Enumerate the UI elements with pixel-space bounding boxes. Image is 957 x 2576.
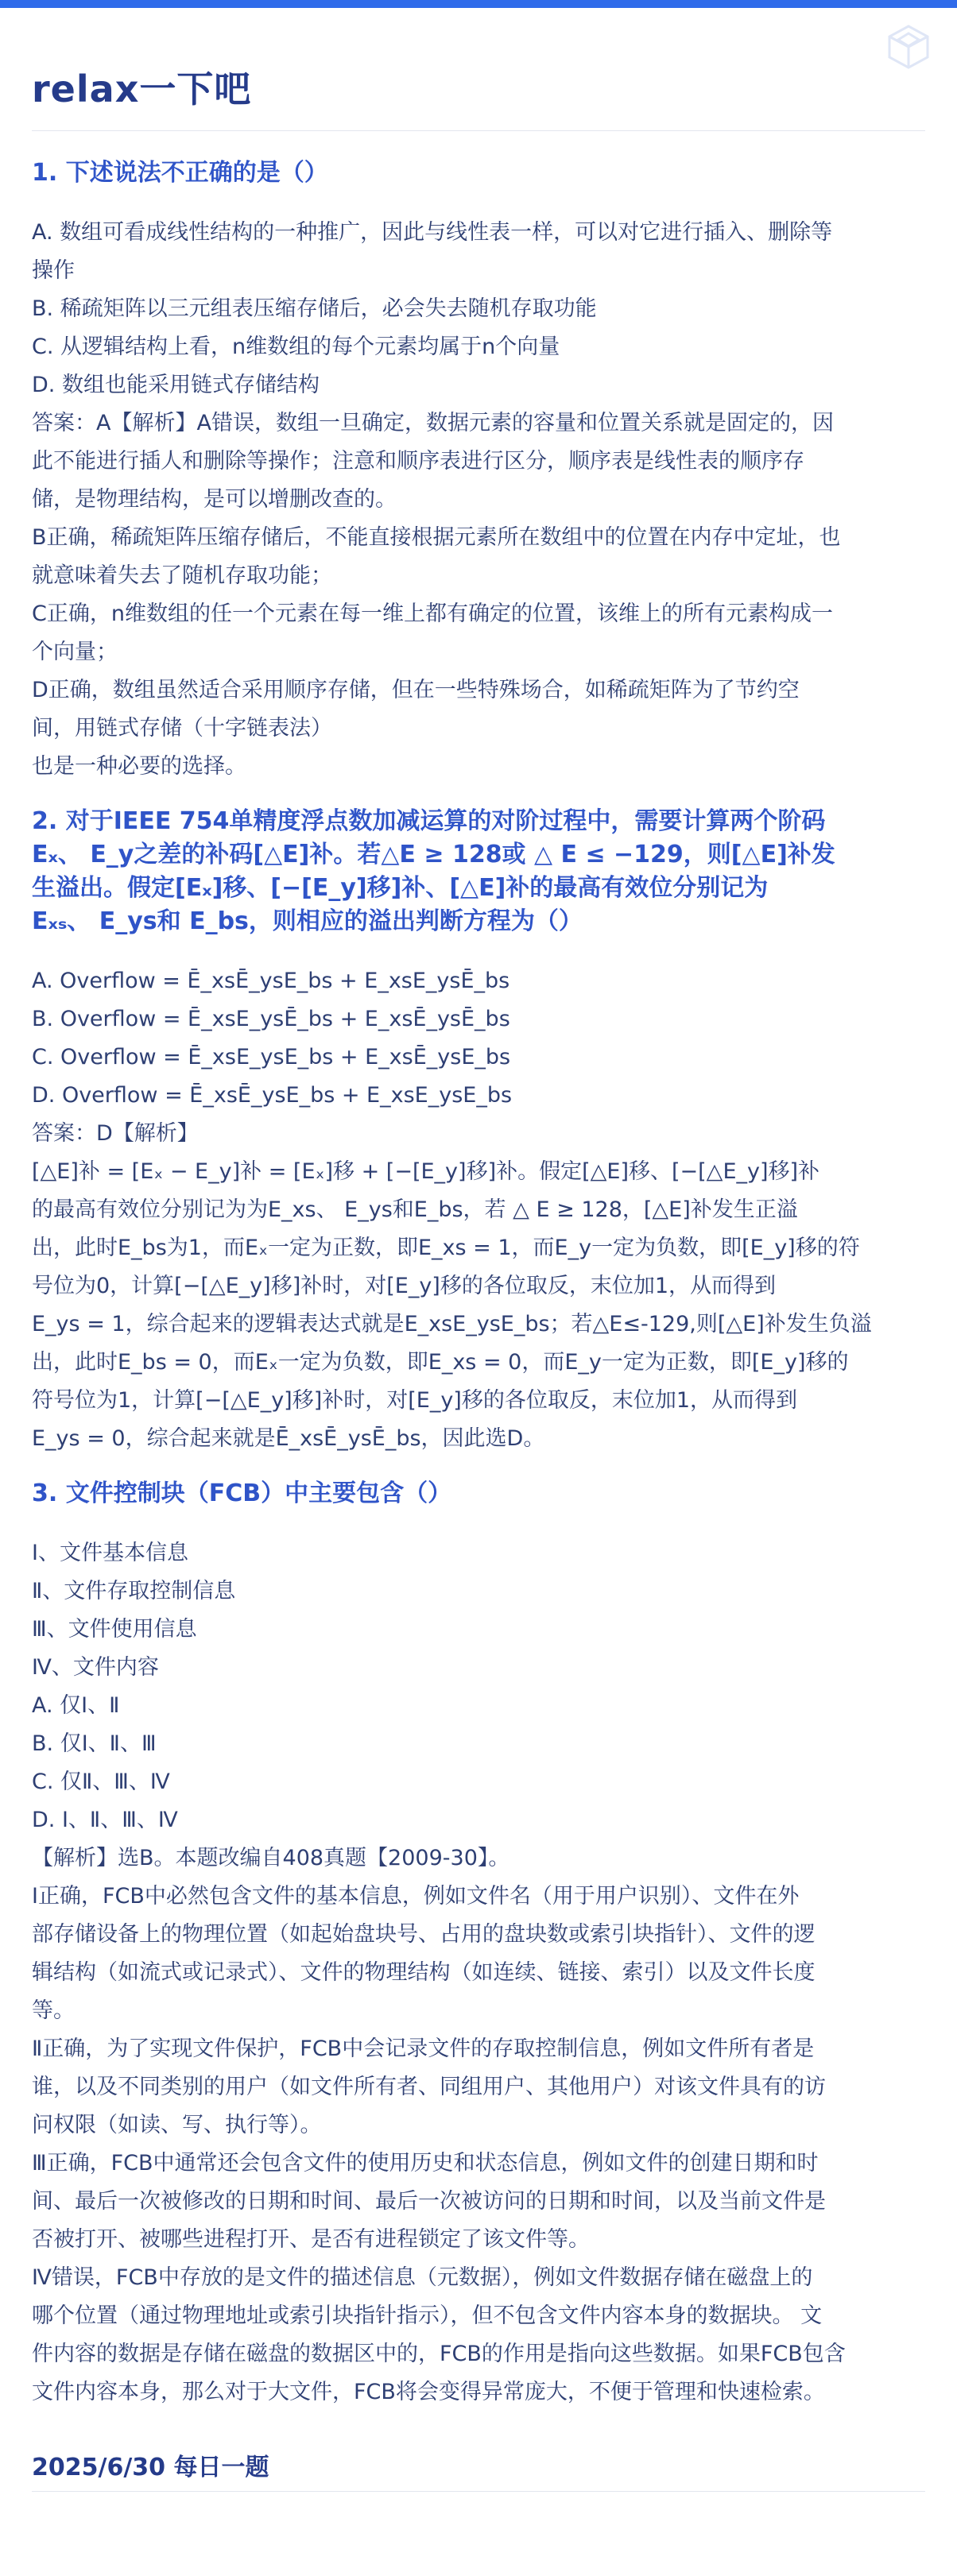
question-1 bbox=[32, 157, 925, 786]
question-1-line: B. 稀疏矩阵以三元组表压缩存储后，必会失去随机存取功能 bbox=[32, 296, 597, 321]
question-2-title-line: Eₓ、 E_y之差的补码[△E]补。若△E ≥ 128或 △ E ≤ −129，则[△E]补发 bbox=[32, 841, 835, 868]
question-1-body bbox=[32, 214, 925, 786]
question-3-title: 3. 文件控制块（FCB）中主要包含（） bbox=[32, 1479, 452, 1507]
question-1-line: 储，是物理结构，是可以增删改查的。 bbox=[32, 487, 397, 512]
option-d: D. Overflow = Ē_xsĒ_ysE_bs + E_xsE_ysE_bs bbox=[32, 1083, 513, 1108]
footer-divider bbox=[32, 2491, 925, 2492]
question-3-line: Ⅱ、文件存取控制信息 bbox=[32, 1579, 236, 1603]
question-2-answer-line: 的最高有效位分别记为为E_xs、 E_ys和E_bs，若 △ E ≥ 128，[△E]补发生正溢 bbox=[32, 1197, 798, 1222]
question-2-answer-line: E_ys = 1，综合起来的逻辑表达式就是E_xsE_ysE_bs；若△E≤-129,则[△E]补发生负溢 bbox=[32, 1312, 872, 1336]
question-1-line: 此不能进行插人和删除等操作；注意和顺序表进行区分，顺序表是线性表的顺序存 bbox=[32, 449, 804, 474]
question-3-line: 否被打开、被哪些进程打开、是否有进程锁定了该文件等。 bbox=[32, 2227, 590, 2252]
question-3-line: 辑结构（如流式或记录式）、文件的物理结构（如连续、链接、索引）以及文件长度 bbox=[32, 1960, 816, 1985]
question-2-answer-line: [△E]补 = [Eₓ − E_y]补 = [Eₓ]移 + [−[E_y]移]补。假定[△E]移、[−[△E_y]移]补 bbox=[32, 1159, 820, 1184]
question-1-line: D正确，数组虽然适合采用顺序存储，但在一些特殊场合，如稀疏矩阵为了节约空 bbox=[32, 678, 800, 702]
question-3-line: 部存储设备上的物理位置（如起始盘块号、占用的盘块数或索引块指针）、文件的逻 bbox=[32, 1922, 816, 1947]
question-1-line: 操作 bbox=[32, 258, 75, 283]
question-3-line: B. 仅Ⅰ、Ⅱ、Ⅲ bbox=[32, 1731, 157, 1756]
question-2-answer-line: 答案：D【解析】 bbox=[32, 1121, 199, 1146]
option-a: A. Overflow = Ē_xsĒ_ysE_bs + E_xsE_ysĒ_bs bbox=[32, 969, 510, 993]
option-b: B. Overflow = Ē_xsE_ysĒ_bs + E_xsĒ_ysĒ_bs bbox=[32, 1007, 510, 1031]
question-2-answer-line: 符号位为1，计算[−[△E_y]移]补时，对[E_y]移的各位取反，末位加1，从而得到 bbox=[32, 1388, 798, 1413]
question-2-answer-line: 号位为0，计算[−[△E_y]移]补时，对[E_y]移的各位取反，末位加1，从而得到 bbox=[32, 1274, 777, 1298]
question-2-answer-line: E_ys = 0，综合起来就是Ē_xsĒ_ysĒ_bs，因此选D。 bbox=[32, 1426, 545, 1451]
question-2-answer-line: 出，此时E_bs为1，而Eₓ一定为正数，即E_xs = 1，而E_y一定为负数，即[E_y]移的符 bbox=[32, 1236, 860, 1260]
question-1-line: 也是一种必要的选择。 bbox=[32, 754, 246, 779]
top-accent-bar bbox=[0, 0, 957, 8]
question-1-line: A. 数组可看成线性结构的一种推广，因此与线性表一样，可以对它进行插入、删除等 bbox=[32, 220, 833, 245]
question-3 bbox=[32, 1477, 925, 2412]
question-2-title-line: 生溢出。假定[Eₓ]移、[−[E_y]移]补、[△E]补的最高有效位分别记为 bbox=[32, 874, 769, 902]
question-2-title bbox=[32, 805, 925, 938]
question-3-line: Ⅰ正确，FCB中必然包含文件的基本信息，例如文件名（用于用户识别）、文件在外 bbox=[32, 1884, 800, 1909]
option-c: C. Overflow = Ē_xsE_ysE_bs + E_xsĒ_ysE_bs bbox=[32, 1045, 511, 1069]
question-3-line: D. Ⅰ、Ⅱ、Ⅲ、Ⅳ bbox=[32, 1808, 178, 1832]
question-2-title-line: Eₓₛ、 E_ys和 E_bs，则相应的溢出判断方程为（） bbox=[32, 907, 583, 935]
question-1-line: C. 从逻辑结构上看，n维数组的每个元素均属于n个向量 bbox=[32, 335, 560, 359]
question-2 bbox=[32, 805, 925, 1458]
title-divider bbox=[32, 130, 925, 131]
question-1-line: 答案：A【解析】A错误，数组一旦确定，数据元素的容量和位置关系就是固定的，因 bbox=[32, 411, 834, 435]
page-title: relax一下吧 bbox=[32, 68, 252, 110]
question-3-line: A. 仅Ⅰ、Ⅱ bbox=[32, 1693, 120, 1718]
question-1-line: C正确，n维数组的任一个元素在每一维上都有确定的位置，该维上的所有元素构成一 bbox=[32, 601, 833, 626]
question-2-options bbox=[32, 962, 925, 1458]
question-3-line: Ⅱ正确，为了实现文件保护，FCB中会记录文件的存取控制信息，例如文件所有者是 bbox=[32, 2036, 815, 2061]
question-3-line: 问权限（如读、写、执行等）。 bbox=[32, 2113, 322, 2137]
question-3-line: 等。 bbox=[32, 1998, 75, 2023]
question-3-line: Ⅲ正确，FCB中通常还会包含文件的使用历史和状态信息，例如文件的创建日期和时 bbox=[32, 2151, 819, 2176]
question-3-line: 件内容的数据是存储在磁盘的数据区中的，FCB的作用是指向这些数据。如果FCB包含 bbox=[32, 2342, 846, 2366]
question-2-title-line: 2. 对于IEEE 754单精度浮点数加减运算的对阶过程中，需要计算两个阶码 bbox=[32, 807, 826, 835]
question-3-line: Ⅳ错误，FCB中存放的是文件的描述信息（元数据），例如文件数据存储在磁盘上的 bbox=[32, 2265, 813, 2290]
question-2-answer-line: 出，此时E_bs = 0，而Eₓ一定为负数，即E_xs = 0，而E_y一定为正数，即[E_y]移的 bbox=[32, 1350, 849, 1375]
question-3-line: C. 仅Ⅱ、Ⅲ、Ⅳ bbox=[32, 1770, 170, 1794]
question-1-line: D. 数组也能采用链式存储结构 bbox=[32, 373, 320, 397]
question-3-line: 【解析】选B。本题改编自408真题【2009-30】。 bbox=[32, 1846, 510, 1870]
question-3-line: 文件内容本身，那么对于大文件，FCB将会变得异常庞大，不便于管理和快速检索。 bbox=[32, 2380, 825, 2404]
question-1-line: B正确，稀疏矩阵压缩存储后，不能直接根据元素所在数组中的位置在内存中定址，也 bbox=[32, 525, 841, 550]
footer-date: 2025/6/30 每日一题 bbox=[32, 2454, 269, 2481]
question-1-line: 间，用链式存储（十字链表法） bbox=[32, 716, 332, 741]
question-3-line: Ⅳ、文件内容 bbox=[32, 1655, 159, 1680]
article bbox=[32, 56, 925, 2492]
question-3-line: Ⅲ、文件使用信息 bbox=[32, 1617, 197, 1642]
question-1-line: 就意味着失去了随机存取功能； bbox=[32, 563, 332, 588]
question-1-title: 1. 下述说法不正确的是（） bbox=[32, 159, 328, 187]
question-3-body bbox=[32, 1534, 925, 2412]
question-3-line: 谁，以及不同类别的用户（如文件所有者、同组用户、其他用户）对该文件具有的访 bbox=[32, 2075, 826, 2099]
question-3-line: 间、最后一次被修改的日期和时间、最后一次被访问的日期和时间，以及当前文件是 bbox=[32, 2189, 826, 2214]
question-3-line: Ⅰ、文件基本信息 bbox=[32, 1541, 188, 1565]
question-3-line: 哪个位置（通过物理地址或索引块指针指示），但不包含文件内容本身的数据块。 文 bbox=[32, 2303, 823, 2328]
question-1-line: 个向量； bbox=[32, 640, 118, 664]
